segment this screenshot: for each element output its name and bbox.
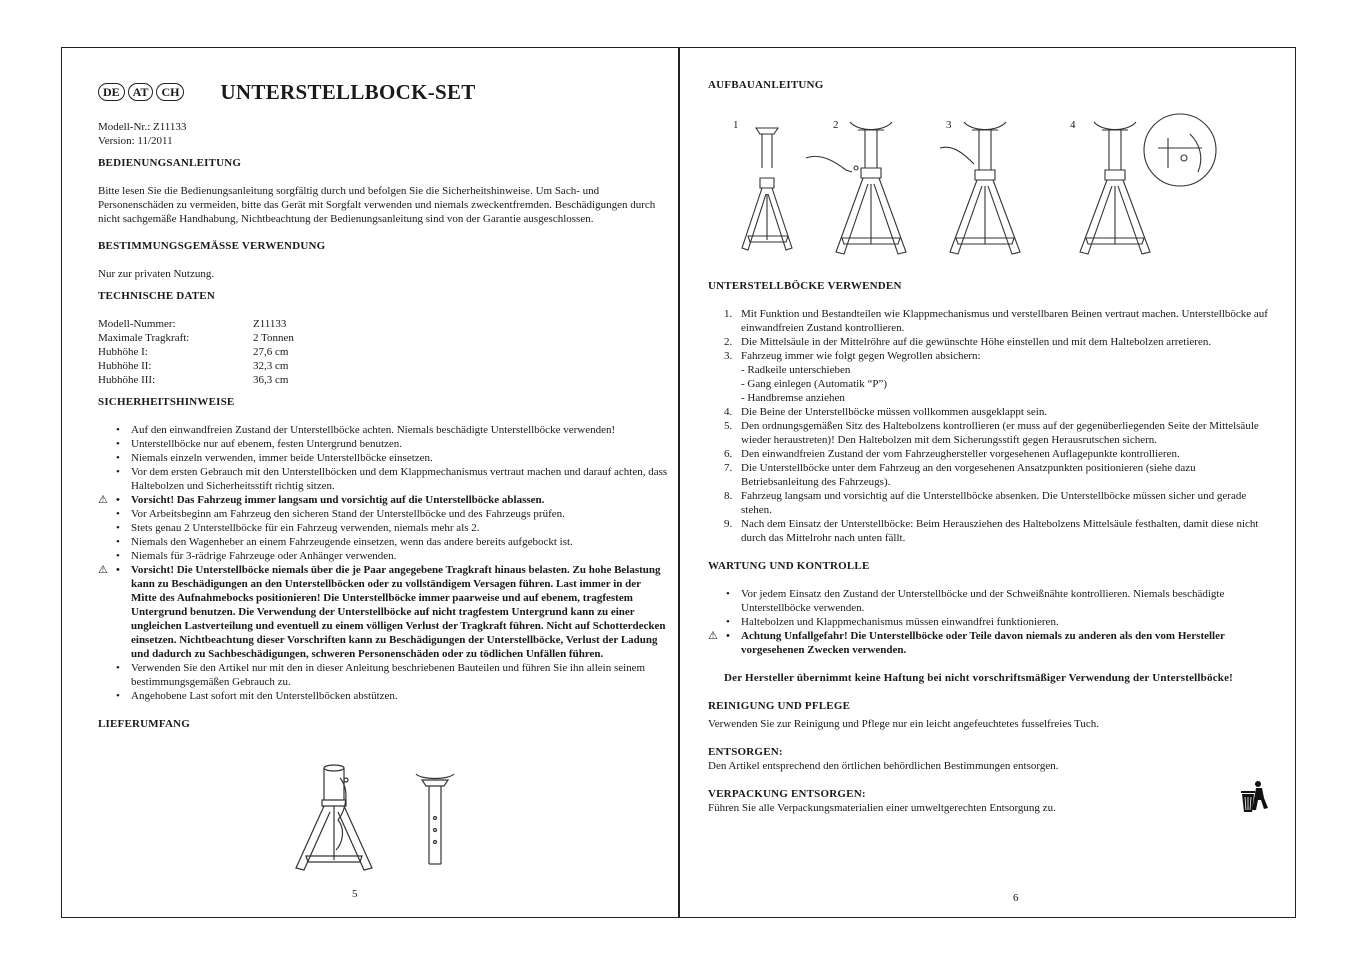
warning-icon: • ⚠ [708, 630, 718, 642]
country-badge-ch: CH [156, 83, 184, 101]
right-page-body [708, 279, 1273, 815]
document-title: UNTERSTELLBOCK-SET [220, 80, 476, 104]
list-item: 5. Den ordnungsgemäßen Sitz des Haltebolzens kontrollieren (er muss auf der gegenüberliegenden Seite der Mittelsäule wieder heraustreten)! Den Haltebolzen mit dem Sicherungsstift gegen Herausrutschen sichern. [724, 420, 1259, 446]
spec-key: Maximale Tragkraft: [98, 332, 190, 344]
list-item: • Verwenden Sie den Artikel nur mit den in dieser Anleitung beschriebenen Bauteilen und führen Sie ihn allein seinem bestimmungsgemäßen Gebrauch zu. [98, 661, 668, 689]
step-number: 2 [833, 119, 839, 131]
safety-list [98, 423, 668, 703]
setup-illustrations [728, 108, 1268, 270]
warning-item: • ⚠ Achtung Unfallgefahr! Die Unterstellböcke oder Teile davon niemals zu anderen als den vom Hersteller vorgesehenen Zwecken verwenden. [708, 629, 1273, 657]
usage-steps [708, 307, 1273, 545]
warning-item: • ⚠ Vorsicht! Die Unterstellböcke niemals über die je Paar angegebene Tragkraft hinaus belasten. Zu hohe Belastung kann zu Beschädigungen an den Unterstellböcken oder zu vollständigem Versagen führen. Last immer in der Mitte des Aufnahmebocks positionieren! Die Unterstellböcke immer paarweise und auf ebenem, tragfestem Untergrund benutzen. Die Verwendung der Unterstellböcke auf nicht tragfestem Untergrund kann zu einer ungleichen Lastverteilung und eventuell zu einem völligen Verlust der Tragkraft führen. Nicht auf Schotterdecken einsetzen. Nichtbeachtung dieser Vorschriften kann zu Beschädigungen der Unterstellböcke, Verlust der Ladung und dadurch zu Sachbeschädigungen, schweren Personenschäden oder zu tödlichen Unfällen führen. [98, 563, 668, 661]
spec-key: Hubhöhe III: [98, 374, 156, 386]
list-item: • Niemals einzeln verwenden, immer beide Unterstellböcke einsetzen. [98, 451, 668, 465]
heading-disposal: ENTSORGEN: [708, 746, 783, 758]
country-badge-de: DE [98, 83, 125, 101]
heading-cleaning: REINIGUNG UND PFLEGE [708, 700, 851, 712]
technical-data-table [98, 317, 668, 387]
step-number: 1 [733, 119, 739, 131]
model-number: Modell-Nr.: Z11133 [98, 121, 187, 133]
warning-icon: • ⚠ [98, 494, 108, 506]
list-item: 2. Die Mittelsäule in der Mittelröhre auf die gewünschte Höhe einstellen und mit dem Haltebolzen arretieren. [724, 336, 1212, 348]
delivery-scope-illustration [280, 760, 480, 882]
spec-key: Modell-Nummer: [98, 318, 176, 330]
manual-text: Bitte lesen Sie die Bedienungsanleitung sorgfältig durch und befolgen Sie die Sicherheitshinweise. Um Sach- und Personenschäden zu vermeiden, bitte das Gerät mit Sorgfalt verwenden und niemals zweckentfremden. Beschädigungen durch nicht sachgemäße Handhabung, Nichtbeachtung der Bedienungsanleitung sind von der Garantie ausgeschlossen. [98, 185, 656, 225]
version: Version: 11/2011 [98, 135, 173, 147]
list-item: • Vor jedem Einsatz den Zustand der Unterstellböcke und der Schweißnähte kontrollieren. Niemals beschädigte Unterstellböcke verwenden. [708, 587, 1273, 615]
list-item: • Angehobene Last sofort mit den Unterstellböcken abstützen. [98, 689, 668, 703]
intended-use-text: Nur zur privaten Nutzung. [98, 268, 215, 280]
list-item: 1. Mit Funktion und Bestandteilen wie Klappmechanismus und verstellbaren Beinen vertraut machen. Unterstellböcke auf einwandfreien Zustand kontrollieren. [724, 308, 1268, 334]
spec-value: 2 Tonnen [253, 332, 294, 344]
sub-item: - Radkeile unterschieben [741, 364, 851, 376]
heading-scope-of-delivery: LIEFERUMFANG [98, 718, 191, 730]
spec-value: Z11133 [253, 318, 287, 330]
heading-setup: AUFBAUANLEITUNG [708, 79, 824, 91]
liability-notice: Der Hersteller übernimmt keine Haftung bei nicht vorschriftsmäßiger Verwendung der Unterstellböcke! [724, 672, 1234, 684]
recycling-bin-icon [1240, 780, 1270, 816]
list-item: • Unterstellböcke nur auf ebenem, festen Untergrund benutzen. [98, 437, 668, 451]
list-item: 3. Fahrzeug immer wie folgt gegen Wegrollen absichern: - Radkeile unterschieben - Gang einlegen (Automatik “P”) - Handbremse anziehen [708, 349, 1273, 405]
list-item: • Niemals für 3-rädrige Fahrzeuge oder Anhänger verwenden. [98, 549, 668, 563]
list-item: • Vor dem ersten Gebrauch mit den Unterstellböcken und dem Klappmechanismus vertraut machen und darauf achten, dass Haltebolzen und Sicherheitsstift richtig sitzen. [98, 465, 668, 493]
left-page [98, 78, 668, 731]
list-item: • Vor Arbeitsbeginn am Fahrzeug den sicheren Stand der Unterstellböcke und des Fahrzeugs prüfen. [98, 507, 668, 521]
maintenance-list [708, 587, 1273, 657]
heading-packaging-disposal: VERPACKUNG ENTSORGEN: [708, 788, 866, 800]
packaging-disposal-text: Führen Sie alle Verpackungsmaterialien einer umweltgerechten Entsorgung zu. [708, 802, 1056, 814]
spec-key: Hubhöhe I: [98, 346, 148, 358]
country-badge-at: AT [128, 83, 154, 101]
list-item: 6. Den einwandfreien Zustand der vom Fahrzeughersteller vorgesehenen Auflagepunkte kontrollieren. [724, 448, 1180, 460]
page-number-right: 6 [1013, 892, 1019, 904]
sub-item: - Handbremse anziehen [741, 392, 845, 404]
list-item: • Stets genau 2 Unterstellböcke für ein Fahrzeug verwenden, niemals mehr als 2. [98, 521, 668, 535]
spec-value: 27,6 cm [253, 346, 289, 358]
warning-item: • ⚠ Vorsicht! Das Fahrzeug immer langsam und vorsichtig auf die Unterstellböcke ablassen. [98, 493, 668, 507]
list-item: 7. Die Unterstellböcke unter dem Fahrzeug an den vorgesehenen Ansatzpunkten positionieren (siehe dazu Betriebsanleitung des Fahrzeugs). [724, 462, 1196, 488]
heading-manual: BEDIENUNGSANLEITUNG [98, 157, 242, 169]
heading-usage: UNTERSTELLBÖCKE VERWENDEN [708, 280, 902, 292]
heading-intended-use: BESTIMMUNGSGEMÄSSE VERWENDUNG [98, 240, 326, 252]
list-item: 8. Fahrzeug langsam und vorsichtig auf die Unterstellböcke absenken. Die Unterstellböcke müssen sicher und gerade stehen. [724, 490, 1247, 516]
step-number: 4 [1070, 119, 1076, 131]
warning-icon: • ⚠ [98, 564, 108, 576]
list-item: • Auf den einwandfreien Zustand der Unterstellböcke achten. Niemals beschädigte Unterstellböcke verwenden! [98, 423, 668, 437]
title-row [98, 78, 668, 106]
page-number-left: 5 [352, 888, 358, 900]
right-page [708, 78, 1273, 92]
cleaning-text: Verwenden Sie zur Reinigung und Pflege nur ein leicht angefeuchtetes fusselfreies Tuch. [708, 718, 1100, 730]
list-item: 9. Nach dem Einsatz der Unterstellböcke: Beim Herausziehen des Haltebolzens Mittelsäule festhalten, damit diese nicht durch das Mittelrohr nach unten fällt. [724, 518, 1259, 544]
heading-safety: SICHERHEITSHINWEISE [98, 396, 235, 408]
heading-maintenance: WARTUNG UND KONTROLLE [708, 560, 870, 572]
spec-value: 36,3 cm [253, 374, 289, 386]
page-divider [678, 47, 680, 918]
list-item: • Haltebolzen und Klappmechanismus müssen einwandfrei funktionieren. [708, 615, 1273, 629]
list-item: • Niemals den Wagenheber an einem Fahrzeugende einsetzen, wenn das andere bereits aufgebockt ist. [98, 535, 668, 549]
sub-item: - Gang einlegen (Automatik “P”) [741, 378, 888, 390]
step-number: 3 [946, 119, 952, 131]
disposal-text: Den Artikel entsprechend den örtlichen behördlichen Bestimmungen entsorgen. [708, 760, 1059, 772]
spec-key: Hubhöhe II: [98, 360, 152, 372]
spec-value: 32,3 cm [253, 360, 289, 372]
heading-technical-data: TECHNISCHE DATEN [98, 290, 215, 302]
list-item: 4. Die Beine der Unterstellböcke müssen vollkommen ausgeklappt sein. [724, 406, 1048, 418]
